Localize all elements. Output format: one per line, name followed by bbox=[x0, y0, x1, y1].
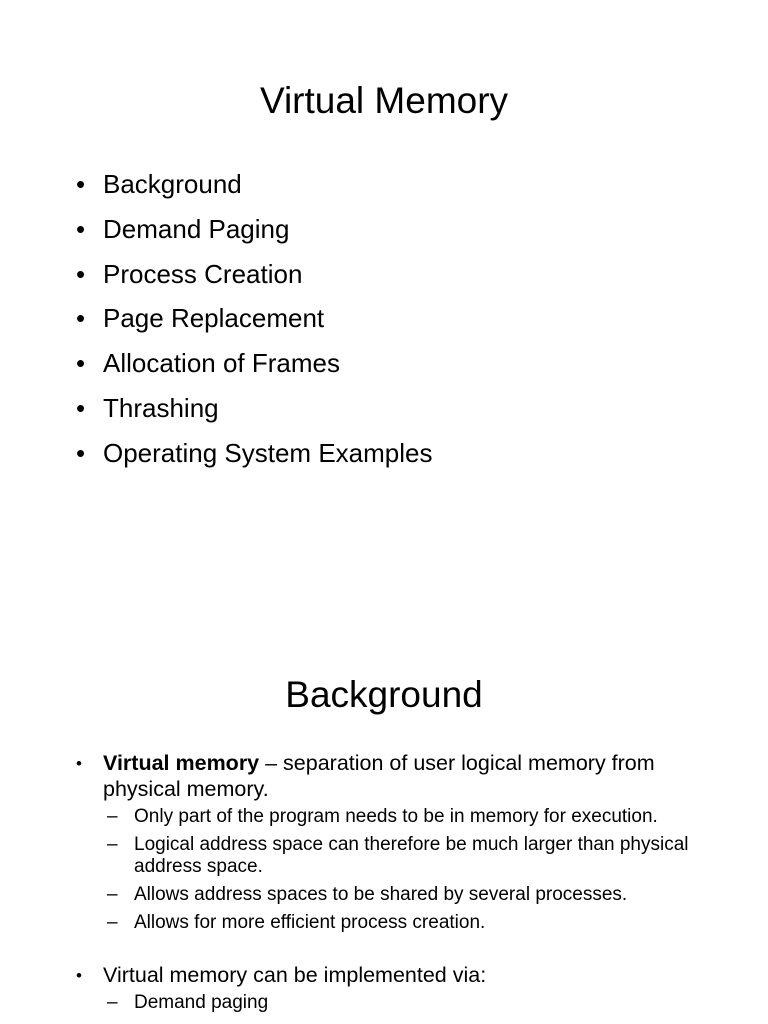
list-item-text: Virtual memory can be implemented via: bbox=[103, 963, 487, 987]
list-item bbox=[76, 296, 432, 341]
term-bold: Virtual memory bbox=[103, 751, 260, 775]
bullet: • bbox=[76, 392, 86, 423]
bullet: • bbox=[76, 437, 86, 468]
bullet: • bbox=[76, 754, 82, 773]
bullet: • bbox=[76, 213, 86, 244]
list-item-text: Page Replacement bbox=[103, 303, 325, 334]
list-item bbox=[76, 386, 432, 431]
list-item bbox=[76, 252, 432, 297]
dash: – bbox=[107, 884, 118, 905]
list-item bbox=[76, 750, 696, 934]
sub-list bbox=[103, 992, 696, 1014]
bullet: • bbox=[76, 303, 86, 334]
sub-list-item-text: Allows for more efficient process creation. bbox=[134, 912, 486, 933]
topic-list bbox=[76, 162, 432, 476]
point-list bbox=[76, 750, 696, 1020]
list-item bbox=[76, 162, 432, 207]
dash: – bbox=[107, 834, 118, 855]
sub-list-item bbox=[103, 992, 696, 1014]
bullet: • bbox=[76, 258, 86, 289]
list-item bbox=[76, 341, 432, 386]
slide-title: Virtual Memory bbox=[259, 80, 509, 121]
list-item-text: Process Creation bbox=[103, 258, 303, 289]
sub-list-item bbox=[103, 834, 696, 878]
sub-list bbox=[103, 806, 696, 934]
dash: – bbox=[107, 806, 118, 827]
sub-list-item-text: Demand paging bbox=[134, 992, 269, 1013]
list-item-text: Operating System Examples bbox=[103, 437, 433, 468]
sub-list-item-text: Logical address space can therefore be much larger than physical address space. bbox=[134, 834, 689, 877]
sub-list-item bbox=[103, 884, 696, 906]
dash: – bbox=[107, 912, 118, 933]
term-definition: – separation of user logical memory from physical memory. bbox=[103, 751, 655, 801]
bullet: • bbox=[76, 348, 86, 379]
slide-title: Background bbox=[285, 674, 483, 715]
bullet: • bbox=[76, 966, 82, 985]
dash: – bbox=[107, 992, 118, 1013]
list-item-text: Thrashing bbox=[103, 392, 219, 423]
sub-list-item-text: Only part of the program needs to be in memory for execution. bbox=[134, 806, 658, 827]
slide-background bbox=[0, 600, 768, 1024]
list-item-text: Demand Paging bbox=[103, 213, 290, 244]
sub-list-item-text: Allows address spaces to be shared by several processes. bbox=[134, 884, 628, 905]
sub-list-item bbox=[103, 806, 696, 828]
sub-list-item bbox=[103, 912, 696, 934]
list-item-text: Background bbox=[103, 169, 242, 199]
list-item bbox=[76, 431, 432, 476]
list-item bbox=[76, 207, 432, 252]
bullet: • bbox=[76, 169, 86, 199]
list-item-text: Allocation of Frames bbox=[103, 348, 340, 379]
list-item bbox=[76, 962, 696, 1014]
